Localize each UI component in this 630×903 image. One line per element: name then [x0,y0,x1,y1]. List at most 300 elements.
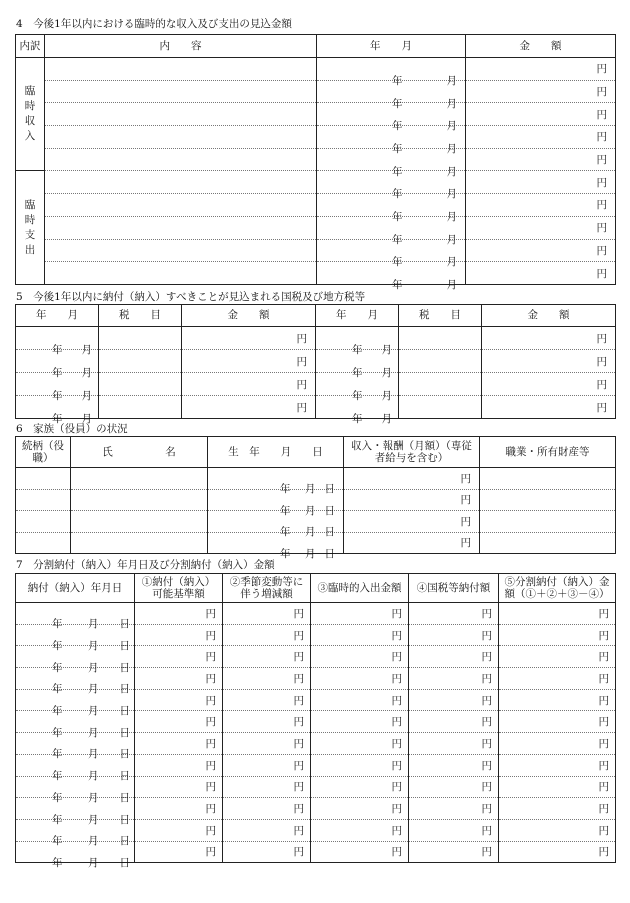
amount-input[interactable] [466,148,616,171]
header-job: 職業・所有財産等 [480,437,616,468]
payment-date-cell[interactable] [16,754,135,783]
c4-amount-input[interactable] [409,689,499,711]
amount-input[interactable] [466,103,616,126]
year-label: 年 [52,726,63,739]
yen-label: 円 [598,607,609,620]
yen-label: 円 [391,672,402,685]
family-status-table [15,436,616,560]
payment-date-cell[interactable] [16,603,135,631]
yearmonth-cell[interactable] [317,103,466,133]
year-label: 年 [280,547,291,560]
table-row [16,239,616,262]
table-row [16,776,616,798]
month-label: 月 [88,748,99,761]
yearmonth-cell[interactable] [317,80,466,110]
content-input[interactable] [45,216,317,239]
content-input[interactable] [45,80,317,103]
content-input[interactable] [45,103,317,126]
header-c4: ④国税等納付額 [409,574,499,603]
content-input[interactable] [45,126,317,149]
yen-label: 円 [205,737,216,750]
payment-date-cell[interactable] [16,841,135,869]
table-row [16,733,616,755]
yen-label: 円 [596,355,607,368]
year-label: 年 [52,705,63,718]
table-row [16,689,616,711]
c4-amount-input[interactable] [409,798,499,820]
c2-amount-input[interactable] [223,841,311,863]
month-label: 月 [88,835,99,848]
yen-label: 円 [391,607,402,620]
section5-title: 5 今後1年以内に納付（納入）すべきことが見込まれる国税及び地方税等 [16,291,366,303]
table-row [16,646,616,668]
c2-amount-input[interactable] [223,646,311,668]
yen-label: 円 [293,737,304,750]
year-label: 年 [392,233,403,246]
amount-input[interactable] [466,126,616,149]
payment-date-cell[interactable] [16,819,135,848]
birthdate-cell[interactable] [208,532,344,560]
table-row [16,327,616,350]
month-label: 月 [446,233,457,246]
c5-amount-input[interactable] [499,689,616,711]
c2-amount-input[interactable] [223,624,311,646]
c2-amount-input[interactable] [223,711,311,733]
table-row [16,603,616,625]
section4-title: 4 今後1年以内における臨時的な収入及び支出の見込金額 [16,18,292,30]
yen-label: 円 [391,694,402,707]
yen-label: 円 [481,607,492,620]
header-c2: ②季節変動等に伴う増減額 [223,574,311,603]
year-label: 年 [352,344,363,356]
year-label: 年 [52,367,63,379]
year-label: 年 [52,640,63,653]
year-label: 年 [52,661,63,674]
c1-amount-input[interactable] [135,733,223,755]
month-label: 月 [81,367,92,379]
tax-item-input[interactable] [399,327,482,350]
name-input[interactable] [71,511,208,533]
header-yearmonth-left: 年 月 [16,305,99,327]
yen-label: 円 [293,846,304,859]
yen-label: 円 [598,651,609,664]
yen-label: 円 [596,222,607,235]
month-label: 月 [446,279,457,292]
name-input[interactable] [71,532,208,554]
c3-amount-input[interactable] [311,798,409,820]
amount-input[interactable] [182,373,316,396]
birthdate-cell[interactable] [208,489,344,517]
c2-amount-input[interactable] [223,798,311,820]
month-label: 月 [305,483,316,496]
table-row [16,126,616,149]
table-row [16,841,616,863]
yearmonth-cell[interactable] [317,148,466,178]
yen-label: 円 [598,803,609,816]
payment-date-cell[interactable] [16,646,135,674]
c4-amount-input[interactable] [409,819,499,841]
job-assets-input[interactable] [480,532,616,554]
yen-label: 円 [481,846,492,859]
c1-amount-input[interactable] [135,624,223,646]
header-yearmonth-right: 年 月 [316,305,399,327]
c5-amount-input[interactable] [499,754,616,776]
month-label: 月 [446,188,457,201]
name-input[interactable] [71,468,208,490]
amount-input[interactable] [466,80,616,103]
tax-item-input[interactable] [399,373,482,396]
yen-label: 円 [391,824,402,837]
year-label: 年 [392,188,403,201]
c3-amount-input[interactable] [311,711,409,733]
year-label: 年 [52,813,63,826]
year-label: 年 [52,856,63,869]
payment-date-cell[interactable] [16,733,135,761]
c2-amount-input[interactable] [223,776,311,798]
job-assets-input[interactable] [480,489,616,511]
c1-amount-input[interactable] [135,603,223,625]
table-row [16,819,616,841]
c3-amount-input[interactable] [311,733,409,755]
section6-title: 6 家族（役員）の状況 [16,423,128,435]
c1-amount-input[interactable] [135,711,223,733]
c3-amount-input[interactable] [311,646,409,668]
amount-input[interactable] [466,171,616,194]
income-label: 臨時収入 [24,85,36,143]
day-label: 日 [324,547,335,560]
month-label: 月 [88,705,99,718]
c4-amount-input[interactable] [409,841,499,863]
yen-label: 円 [205,846,216,859]
income-input[interactable] [344,532,480,554]
yen-label: 円 [596,108,607,121]
payment-date-cell[interactable] [16,668,135,696]
yearmonth-cell[interactable] [317,216,466,246]
yearmonth-cell[interactable] [317,126,466,155]
header-tax-right: 税 目 [399,305,482,327]
day-label: 日 [119,835,130,848]
day-label: 日 [119,856,130,869]
content-input[interactable] [45,239,317,262]
amount-input[interactable] [466,216,616,239]
yen-label: 円 [205,672,216,685]
c3-amount-input[interactable] [311,841,409,863]
table-row [16,511,616,533]
yen-label: 円 [205,716,216,729]
yen-label: 円 [293,694,304,707]
month-label: 月 [446,142,457,155]
c2-amount-input[interactable] [223,819,311,841]
year-label: 年 [352,413,363,425]
table-row [16,171,616,194]
c5-amount-input[interactable] [499,733,616,755]
yen-label: 円 [598,824,609,837]
yen-label: 円 [596,131,607,144]
amount-input[interactable] [182,350,316,373]
month-label: 月 [81,344,92,356]
payment-date-cell[interactable] [16,689,135,718]
year-label: 年 [52,618,63,631]
year-label: 年 [280,526,291,539]
table-row [16,194,616,217]
income-input[interactable] [344,468,480,490]
c1-amount-input[interactable] [135,776,223,798]
birthdate-cell[interactable] [208,511,344,539]
year-label: 年 [392,210,403,223]
c2-amount-input[interactable] [223,754,311,776]
table-row [16,148,616,171]
yen-label: 円 [391,716,402,729]
expense-label-cell [16,171,45,284]
yearmonth-cell[interactable] [317,194,466,223]
c2-amount-input[interactable] [223,733,311,755]
name-input[interactable] [71,489,208,511]
yen-label: 円 [460,494,471,507]
yen-label: 円 [293,672,304,685]
c3-amount-input[interactable] [311,668,409,690]
yen-label: 円 [391,759,402,772]
job-assets-input[interactable] [480,468,616,490]
yen-label: 円 [293,607,304,620]
month-label: 月 [381,367,392,379]
header-payment-date: 納付（納入）年月日 [16,574,135,603]
tax-item-input[interactable] [399,350,482,373]
year-label: 年 [392,142,403,155]
amount-input[interactable] [482,350,616,373]
content-input[interactable] [45,171,317,194]
month-label: 月 [88,856,99,869]
c4-amount-input[interactable] [409,668,499,690]
c3-amount-input[interactable] [311,776,409,798]
amount-input[interactable] [182,396,316,419]
content-input[interactable] [45,58,317,81]
c1-amount-input[interactable] [135,798,223,820]
year-label: 年 [352,390,363,402]
day-label: 日 [119,683,130,696]
amount-input[interactable] [482,396,616,419]
month-label: 月 [446,97,457,110]
yen-label: 円 [481,781,492,794]
job-assets-input[interactable] [480,511,616,533]
yen-label: 円 [391,651,402,664]
year-label: 年 [392,165,403,178]
amount-input[interactable] [466,58,616,81]
c5-amount-input[interactable] [499,819,616,841]
yen-label: 円 [481,824,492,837]
year-label: 年 [52,770,63,783]
c4-amount-input[interactable] [409,733,499,755]
yen-label: 円 [460,472,471,485]
table-row [16,80,616,103]
year-label: 年 [52,748,63,761]
header-relation: 続柄（役職） [16,437,71,468]
month-label: 月 [88,640,99,653]
day-label: 日 [119,791,130,804]
tax-item-input[interactable] [399,396,482,419]
yen-label: 円 [205,694,216,707]
c5-amount-input[interactable] [499,841,616,863]
tax-item-input[interactable] [99,350,182,373]
table-row [16,711,616,733]
payment-date-cell[interactable] [16,624,135,653]
day-label: 日 [324,526,335,539]
relation-input[interactable] [16,532,71,554]
payment-date-cell[interactable] [16,798,135,826]
amount-input[interactable] [466,262,616,285]
tax-item-input[interactable] [99,373,182,396]
c5-amount-input[interactable] [499,776,616,798]
relation-input[interactable] [16,489,71,511]
header-c3: ③臨時的入出金額 [311,574,409,603]
yen-label: 円 [598,629,609,642]
yen-label: 円 [596,378,607,391]
content-input[interactable] [45,148,317,171]
yearmonth-cell[interactable] [317,58,466,87]
c4-amount-input[interactable] [409,624,499,646]
c4-amount-input[interactable] [409,603,499,625]
c1-amount-input[interactable] [135,754,223,776]
c5-amount-input[interactable] [499,646,616,668]
month-label: 月 [305,547,316,560]
c5-amount-input[interactable] [499,624,616,646]
yen-label: 円 [596,199,607,212]
table-row [16,798,616,820]
c5-amount-input[interactable] [499,603,616,625]
yearmonth-cell[interactable] [317,239,466,269]
c5-amount-input[interactable] [499,668,616,690]
month-label: 月 [446,120,457,133]
month-label: 月 [88,770,99,783]
c1-amount-input[interactable] [135,819,223,841]
c2-amount-input[interactable] [223,689,311,711]
day-label: 日 [119,618,130,631]
c1-amount-input[interactable] [135,668,223,690]
amount-input[interactable] [182,327,316,350]
yen-label: 円 [596,244,607,257]
yen-label: 円 [391,781,402,794]
month-label: 月 [446,256,457,269]
yen-label: 円 [598,737,609,750]
c3-amount-input[interactable] [311,624,409,646]
relation-input[interactable] [16,468,71,490]
month-label: 月 [446,74,457,87]
yearmonth-cell[interactable] [317,262,466,292]
c4-amount-input[interactable] [409,776,499,798]
yen-label: 円 [596,267,607,280]
income-input[interactable] [344,511,480,533]
year-label: 年 [392,279,403,292]
birthdate-cell[interactable] [208,468,344,496]
table-row [16,532,616,554]
table-row [16,373,616,396]
yearmonth-cell[interactable] [316,327,399,356]
month-label: 月 [88,661,99,674]
payment-date-cell[interactable] [16,776,135,804]
content-input[interactable] [45,194,317,217]
month-label: 月 [81,390,92,402]
yen-label: 円 [205,651,216,664]
income-input[interactable] [344,489,480,511]
c4-amount-input[interactable] [409,754,499,776]
header-amount-right: 金 額 [482,305,616,327]
header-category: 内訳 [16,35,45,58]
day-label: 日 [119,640,130,653]
amount-input[interactable] [482,373,616,396]
table-row [16,103,616,126]
c1-amount-input[interactable] [135,689,223,711]
yen-label: 円 [481,737,492,750]
yen-label: 円 [205,803,216,816]
amount-input[interactable] [482,327,616,350]
header-tax-left: 税 目 [99,305,182,327]
year-label: 年 [280,504,291,517]
c3-amount-input[interactable] [311,819,409,841]
yen-label: 円 [293,759,304,772]
table-row [16,58,616,81]
year-label: 年 [52,390,63,402]
tax-payment-table [15,304,616,425]
yen-label: 円 [481,716,492,729]
content-input[interactable] [45,262,317,285]
month-label: 月 [88,791,99,804]
yen-label: 円 [598,846,609,859]
c5-amount-input[interactable] [499,711,616,733]
month-label: 月 [305,526,316,539]
relation-input[interactable] [16,511,71,533]
yen-label: 円 [596,401,607,414]
payment-date-cell[interactable] [16,711,135,739]
yen-label: 円 [598,694,609,707]
year-label: 年 [52,413,63,425]
header-income: 収入・報酬（月額）（専従者給与を含む） [344,437,480,468]
tax-item-input[interactable] [99,396,182,419]
yen-label: 円 [481,651,492,664]
c5-amount-input[interactable] [499,798,616,820]
month-label: 月 [446,210,457,223]
month-label: 月 [88,683,99,696]
yen-label: 円 [293,651,304,664]
c1-amount-input[interactable] [135,646,223,668]
c3-amount-input[interactable] [311,689,409,711]
amount-input[interactable] [466,239,616,262]
yen-label: 円 [293,824,304,837]
tax-item-input[interactable] [99,327,182,350]
day-label: 日 [324,504,335,517]
c4-amount-input[interactable] [409,711,499,733]
day-label: 日 [119,770,130,783]
year-label: 年 [392,74,403,87]
header-yearmonth: 年 月 [317,35,466,58]
month-label: 月 [381,390,392,402]
c3-amount-input[interactable] [311,603,409,625]
day-label: 日 [119,661,130,674]
c1-amount-input[interactable] [135,841,223,863]
section7-title: 7 分割納付（納入）年月日及び分割納付（納入）金額 [16,559,275,571]
yearmonth-cell[interactable] [16,327,99,356]
c4-amount-input[interactable] [409,646,499,668]
yen-label: 円 [391,629,402,642]
yearmonth-cell[interactable] [317,171,466,201]
month-label: 月 [88,618,99,631]
amount-input[interactable] [466,194,616,217]
yen-label: 円 [598,716,609,729]
c2-amount-input[interactable] [223,668,311,690]
month-label: 月 [88,726,99,739]
yen-label: 円 [205,781,216,794]
c3-amount-input[interactable] [311,754,409,776]
c2-amount-input[interactable] [223,603,311,625]
header-amount: 金 額 [466,35,616,58]
